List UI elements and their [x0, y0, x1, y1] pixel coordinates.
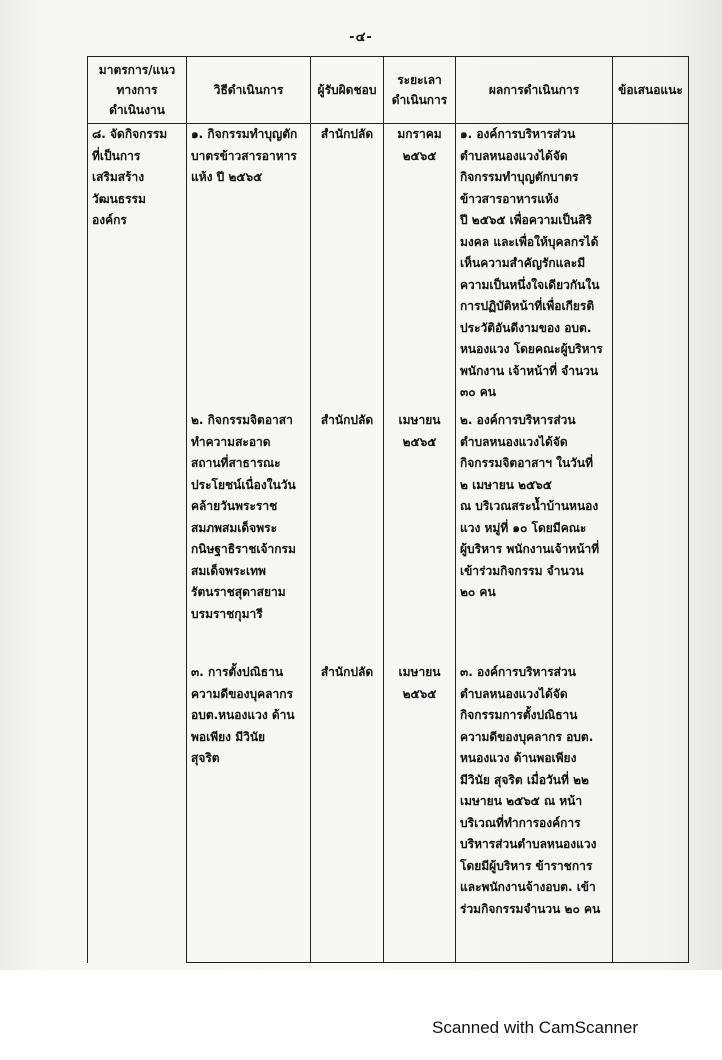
header-period: ระยะเลา ดำเนินการ — [384, 57, 456, 124]
header-measure: มาตรการ/แนว ทางการ ดำเนินงาน — [88, 57, 187, 124]
recommendation-cell — [613, 662, 689, 963]
method-cell: ๑. กิจกรรมทำบุญตัก บาตรข้าวสารอาหาร แห้ง ปี ๒๕๖๕ — [187, 124, 311, 411]
period-cell: เมษายน ๒๕๖๕ — [384, 410, 456, 662]
header-responsible: ผู้รับผิดชอบ — [311, 57, 384, 124]
recommendation-cell — [613, 410, 689, 662]
header-result: ผลการดำเนินการ — [456, 57, 613, 124]
responsible-cell: สำนักปลัด — [311, 410, 384, 662]
result-cell: ๑. องค์การบริหารส่วน ตำบลหนองแวงได้จัด กิจกรรมทำบุญตักบาตร ข้าวสารอาหารแห้ง ปี ๒๕๖๕ เพื่อความเป็นสิริ มงคล และเพื่อให้บุคลกรได้ เห็นความสำคัญรักและมี ความเป็นหนึ่งใจเดียวกันใน การปฏิบัติหน้าที่เพื่อเกียรติ ประวัติอันดีงามของ อบต. หนองแวง โดยคณะผู้บริหาร พนักงาน เจ้าหน้าที่ จำนวน ๓๐ คน — [456, 124, 613, 411]
table-row — [88, 124, 689, 411]
measure-text: ๘. จัดกิจกรรม ที่เป็นการ เสริมสร้าง วัฒนธรรม องค์กร — [92, 127, 168, 227]
period-cell: มกราคม ๒๕๖๕ — [384, 124, 456, 411]
result-cell: ๓. องค์การบริหารส่วน ตำบลหนองแวงได้จัด กิจกรรมการตั้งปณิธาน ความดีของบุคลากร อบต. หนองแวง ด้านพอเพียง มีวินัย สุจริต เมื่อวันที่ ๒๒ เมษายน ๒๕๖๕ ณ หน้า บริเวณที่ทำการองค์การ บริหารส่วนตำบลหนองแวง โดยมีผู้บริหาร ข้าราชการ และพนักงานจ้างอบต. เข้า ร่วมกิจกรรมจำนวน ๒๐ คน — [456, 662, 613, 963]
header-recommendation: ข้อเสนอแนะ — [613, 57, 689, 124]
method-cell: ๓. การตั้งปณิธาน ความดีของบุคลากร อบต.หนองแวง ด้าน พอเพียง มีวินัย สุจริต — [187, 662, 311, 963]
period-cell: เมษายน ๒๕๖๕ — [384, 662, 456, 963]
page-number: -๔- — [349, 30, 373, 45]
responsible-cell: สำนักปลัด — [311, 124, 384, 411]
table-header-row — [88, 57, 689, 124]
result-cell: ๒. องค์การบริหารส่วน ตำบลหนองแวงได้จัด กิจกรรมจิตอาสาฯ ในวันที่ ๒ เมษายน ๒๕๖๕ ณ บริเวณสระน้ำบ้านหนอง แวง หมู่ที่ ๑๐ โดยมีคณะ ผู้บริหาร พนักงานเจ้าหน้าที่ เข้าร่วมกิจกรรม จำนวน ๒๐ คน — [456, 410, 613, 662]
recommendation-cell — [613, 124, 689, 411]
scanner-watermark: Scanned with CamScanner — [432, 1018, 639, 1037]
method-cell: ๒. กิจกรรมจิตอาสา ทำความสะอาด สถานที่สาธารณะ ประโยชน์เนื่องในวัน คล้ายวันพระราช สมภพสมเด็จพระ กนิษฐาธิราชเจ้ากรม สมเด็จพระเทพ รัตนราชสุดาสยาม บรมราชกุมารี — [187, 410, 311, 662]
measure-cell — [88, 124, 187, 963]
performance-table — [87, 56, 689, 963]
header-method: วิธีดำเนินการ — [187, 57, 311, 124]
responsible-cell: สำนักปลัด — [311, 662, 384, 963]
